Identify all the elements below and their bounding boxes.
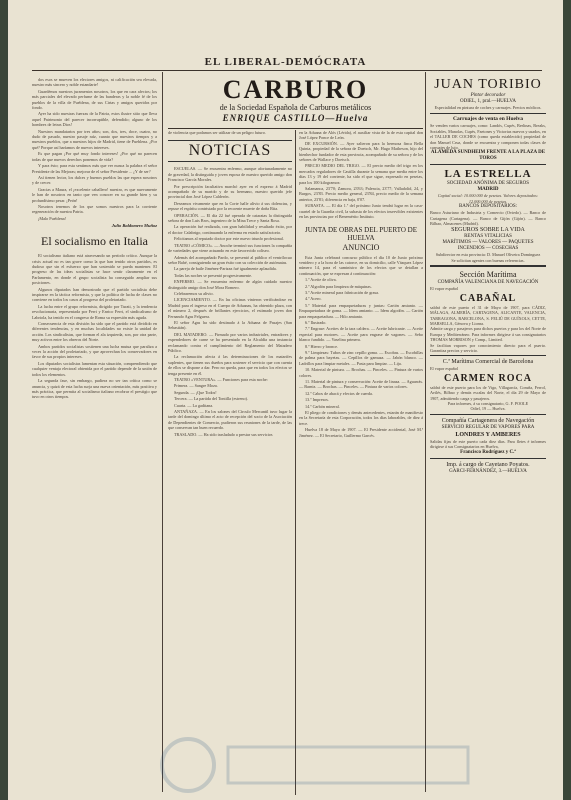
news-item: DE EXCURSIÓN. — Ayer salieron para la hermosa finca Bella Quinta, propiedad de la señora de Doetsch, Mr. Hugo Matheson, hijo del bienhechor fundador de esta provincia, acompañado de su señora y de los señores de Wallace y Doetsch. [299,140,423,163]
anuncio-item: 11. Material de pintura y conservación: Aceite de linaza. — Aguarrás. — Barniz. — Brochas. — Pinceles. — Pintura de varios colores. [299,379,423,390]
news-item: ESCUELAS. — Se encuentra enfermo, aunque afortunadamente no de gravedad, la distinguida y joven esposa de nuestro querido amigo don Francisco García Morales. [168,166,292,183]
column-divider-mid [295,130,296,795]
anuncio-item: 7.º Engrase: Aceites de la tara caldera. — Aceite lubricante. — Aceite especial para motores. — Aceite para engrase de vagones. — Sebo blanco fundido. — Vaselina primera. [299,326,423,343]
cartagenera-destinations: LONDRES Y AMBERES [455,431,521,438]
cartagenera-service: SERVICIO REGULAR DE VAPORES PARA [441,424,535,430]
vapor1-name: CABAÑAL [459,292,517,304]
newspaper-page [8,0,563,800]
maritima-comercial [430,355,546,413]
paragraph: Ayer ha sido nuestras fuerzas de la Patria, estos ilustre sitio que lleva aquel Patrimonio del parecer incorruptible, defendido; alguno de los hombres de letras Dios! [32,111,157,128]
socialismo-article [32,253,157,400]
column-divider-1 [162,72,163,792]
news-item: El señor Agas ha sido destinado á la Aduana de Pasajes (San Sebastián). [168,319,292,331]
news-item: OPERACIÓN. — El día 22 fué operada de cataratas la distinguida señora de don Luis Bros, ingeniero de la Mina Trece y Santa Rosa. [168,212,292,224]
imprenta-address: GARCI-FERNÁNDEZ, 3.—HUELVA [449,468,527,474]
anuncio-body [299,255,423,439]
watermark-frame [228,747,468,783]
intro-article [32,77,157,221]
carruajes-text: Se venden varios carruajes, como: Landós, Cupés, Berlinas, Breaks, Sociables, Manolas, Cupés, Faetones y Victorias nuevos y usados, en el TALLER DE COCHES (como queda establecido) propiedad de don Manuel Cruz, donde se encuentra y componen todas clases de carruajes de lujo. [430,123,546,151]
anuncio-item: Huelva 18 de Mayo de 1907. — El Presidente accidental, José M.ª Jiménez. — El Secretario, Guillermo Garcés. [299,427,423,438]
paragraph: Así tienen lector, los dulces y buenos pueblos las que espera nosotros y de crecer. [32,174,157,186]
vapor2-text: saldrá de este puerto para los de Vigo, Villagarcía, Coruña, Ferrol, Avilés, Bilbao y demás escalas del Norte, el día 29 de Mayo de 1907, admitiendo carga y pasajeros. [430,384,546,401]
estrella-city: MADRID [477,187,499,193]
seccion-maritima [430,265,546,355]
news-item: LICENCIAMIENTO. — En las oficinas vinieron verificándose en Madrid para el ingreso en el Cuerpo de Aduanas, ha obtenido plaza, con el número 2, después de brillantes ejercicios, el estimado joven don Fernando Agas Felguera. [168,297,292,319]
subdirector-note: Se solicitan agentes con buenas referencias. [451,257,525,263]
news-item: Felicitamos al reputado doctor por este nuevo triunfo profesional. [174,236,284,242]
cartagenera-consignee: Francisco Rodríguez y C.ª [460,449,516,455]
library-watermark [158,735,478,795]
news-item: Segunda. — ¡Que Todos! [174,389,217,395]
news-item: DEL MATADERO. — Firmado por varios industriales, entradores y expendedores de carne se ha presentado en la Alcaldía una instancia reclamando contra el cumplimiento del Reglamento del Matadero Público. [168,331,292,353]
news-item: La operación fué realizada, con gran habilidad y resultado éxito, por el doctor Calabrigo, continuando la enferma en estado satisfactorio. [168,224,292,235]
anuncio-item: Esta Junta celebrará concurso público el día 10 de Junio próximo venidero y a la hora de las catorce, en su domicilio, calle Vázquez López número 14, para el suministro de los efectos que se detallan a continuación, que se expresan á continuación: [299,254,423,276]
news-item: Tercera. — La partida del Tontilla (estreno). [174,396,248,402]
anuncio-item: 4.º Acero. [305,296,322,302]
news-item: Cuarta. — La gaditana. [174,402,214,408]
news-item: Además del acompañado Pardo, se presentó al público el ventrílocuo señor Bahé, consiguiendo un gran éxito con su colección de autómatas. [168,254,292,265]
carruajes-heading: Carruajes de venta en Huelva [453,116,523,123]
vapor1-label: El vapor español [430,286,459,292]
news-item: PRECIO MEDIO DEL TRIGO. — El precio medio del trigo en los mercados reguladores de Castilla durante la semana que media entre los días 13 y 19 del corriente, ha sido el que sigue, expresado en pesetas, para los 100 kilogramos: [299,163,423,185]
news-item: Primera. — Sangre Moza. [174,383,218,389]
vapor2-address: Odiel, 19 — Huelva. [470,406,506,412]
junta-heading: JUNTA DE OBRAS DEL PUERTO DE HUELVA [305,225,417,242]
subdirector: Subdirector en esta provincia: D. Manuel Oliveira Domínguez [435,252,541,258]
paragraph: Nosotros tenemos de los que somos nuestros para la corriente regeneración de nuestra Patria. [32,203,157,215]
imprenta-footer [430,458,546,477]
cartagenera-text: Salidas fijas de este puerto cada diez días. Para fletes é informes dirigirse á sus Consignatarios en Huelva, [430,438,546,450]
paragraph: Gracias a Maura, el ¡excelente caballero! nuestro, es que nuevamente le han de nosotros en tanto que ven conocer en su grande bien y su profundísimo pesar. ¡Peón! [32,186,157,203]
column-divider-2 [425,72,426,792]
estrella-subtitle: SOCIEDAD ANÓNIMA DE SEGUROS [446,181,530,187]
news-item: TRASLADO. — Ha sido trasladado a prestar sus servicios [174,431,273,437]
left-edge [0,0,8,800]
bancos-heading: BANCOS DEPOSITARIOS: [458,204,518,210]
noticias-body [168,166,292,437]
vapor1-text: saldrá de este puerto el 31 de Mayo de 1907, para CÁDIZ, MÁLAGA, ALMERÍA, CARTAGENA, ALICANTE, VALENCIA, TARRAGONA, BARCELONA, S. FELIÚ DE GUÍXOLS, CETTE, MARSELLA, Génova y Liorna. [430,304,546,326]
vapor2-label: El vapor español [430,366,459,372]
vapor1-text2: Admite carga y pasajeros para dichos puertos y para los del Norte de Europa y Mediterráneo. Para informes dirigirse á sus consignatarios THOMAS MORRISON y Comp., Limited. [430,326,546,343]
anuncio-item: 2.º Algodón para limpieza de máquinas. [305,283,372,289]
news-item: SUBASTA. — El día 1.º del próximo Junio tendrá lugar en la casa-cuartel de la Guardia civil, la subasta de los efectos inservibles existentes en las provincias por el Benemérito Instituto. [299,203,423,220]
news-item: Salamanca, 23'70; Zamora, 23'63; Palencia, 23'77; Valladolid, 24, y Burgos, 23'83. Precio medio general, 23'84, precio medio de la semana anterior, 23'81; diferencia en baja, 0'07. [299,186,423,202]
juan-trade: Pintor decorador [470,93,506,98]
carburo-rule [168,128,423,129]
watermark-seal-icon [162,739,214,791]
seguros-heading: SEGUROS SOBRE LA VIDA [451,227,525,234]
news-item: La reclamación afecta á las determinaciones de los matarifes suplentes, que tienen sus dueños para sostener el servicio que con cuenta de ellos se dispone a dar. Pero no queda, para que en todos los efectos se tenga presente en él. [168,354,292,376]
paragraph: Los diputados socialistas lamentan esta situación, comprendiendo que cualquier ventaja electoral obtenida por el partido depende de la unión de todos los elementos. [32,360,157,377]
seccion-heading: Sección Marítima [459,270,517,280]
anuncio-item: 13.º Impresos. [305,397,329,403]
paragraph: El socialismo italiano está atravesando un período crítico. Aunque la crisis actual no es tan grave como la que han tenido otros partidos, es dudoso que sin el esfuerzo que han sostenido se pueda mantener. El progreso de las ideas socialistas se hace sentir claramente en el Parlamento, en donde el grupo socialista ha conseguido ampliar sus posiciones. [32,253,157,286]
right-notices [299,141,423,220]
anuncio-item: 5.º Material para empaquetaduras y juntas: Cartón amianto. — Empaquetadura de goma. — Idem amianto. — Idem algodón. — Cartón para empaquetadura. — Hilo amianto. [299,302,423,319]
news-item: TEATRO «CÓMICO». — Anoche terminó sus funciones la compañía de variedades que viene actuando en este favorecido coliseo. [168,242,292,254]
paragraph: Algunos diputados han demostrado que el partido socialista debe inspirarse en la táctica reformista, y que la política de lucha de clases no conviene en todos los casos al progreso del proletariado. [32,286,157,303]
paragraph: Es que pagan ¡Por qué muy fondo intereses! ¿Por qué no parecen todas de que nuevos derechos ponemos de vida? [32,151,157,162]
news-item: Todas las noches se presentó progresivamente. [174,272,253,278]
paragraph: La lucha entre el grupo reformista, dirigido por Turati, y la tendencia revolucionaria, representada por Ferri y Enrico Ferri, el sindicalismo de Labriola, ha tenido en el congreso de Roma su expresión más aguda. [32,303,157,320]
paragraph: Consecuencia de esta división ha sido que el partido está dividido en diferentes tendencias, y en muchas localidades no existe la unidad de acción. Los sindicalistas, que forman el ala izquierda, son, por otra parte, muy activos entre los obreros del Norte. [32,321,157,343]
anuncio-heading: ANUNCIO [342,242,380,252]
vapor1-note: Se facilitan vapores por conocimiento directo para el puerto. Garantiza precios y servicio. [430,342,546,353]
masthead-rule [32,70,542,71]
juan-address: ODIEL, 1, pral.—HUELVA [460,99,516,104]
bancos-text: Banco Asturiano de Industria y Comercio (Oviedo). — Banco de Cartagena (Cartagena). — Banco de Gijón (Gijón). — Banco Bilbao, Almacenes (Madrid). [430,210,546,227]
noticias-heading: NOTICIAS [168,140,292,162]
column-1 [32,77,157,792]
right-lead: en la Aduana de Alós (Lérida), el auxiliar vista de la de esta capital don José López Ponce de León. [299,130,423,141]
juan-text: Especialidad en pintura de coches y carruajes. Precios módicos. [434,105,542,110]
compania-heading: COMPAÑÍA VALENCIANA DE NAVEGACIÓN [437,280,539,286]
anuncio-item: El pliego de condiciones y demás antecedentes, estarán de manifiesto en la Secretaría de esta Corporación, todos los días laborables, de diez á trece. [299,410,423,426]
anuncio-item: 3.º Aceite mineral para fabricación de grasa. [305,289,380,295]
news-item: Celebraremos su alivio. [174,290,214,296]
news-item: TEATRO «VENTURA». — Funciones para esta noche: [174,377,268,383]
paragraph: La segunda fase, sin embargo, pudiera no ser tan crítica como se anuncia, y quizá de esta lucha surja una nueva orientación, más positiva y más práctica, que permita al socialismo italiano recobrar el prestigio que tuvo en otros tiempos. [32,378,157,400]
noticias-lead: de violencia que podamos ser utilizar de un peligro futuro. [168,130,266,135]
paragraph: dos esos se mueven los electores amigos, ni calificación sea elevada, nuestro más sincero y noble estandarte! [32,77,157,88]
anuncio-item: 14.º Carbón mineral. [305,403,340,409]
anuncio-item: 12.º Cabos de abacá y efectos de cuerda. [305,390,373,396]
paragraph: Ambos partidos socialistas sostienen una lucha mutua que paraliza a veces la acción del proletariado, y que aprovechan los conservadores en favor de sus propios intereses. [32,343,157,360]
noticias-column [168,130,292,795]
carruajes-address: ALAMEDA SUNDHEIM FRENTE A LA PLAZA DE TOROS [430,150,546,162]
carruajes-ad [430,113,546,164]
ads-column [430,77,546,792]
paragraph: Guardémos nuestros juramentos nosotros, los que en cara afectos; los más parciales del elevado perfume de las banderas y la noble fé de los pueblos de la villa de Pueblena, de sus Cirtas y amigos queridos por fondo. [32,88,157,111]
right-edge [563,0,571,800]
news-item: ENFERMO. — Se encuentra enfermo de algún cuidado nuestro distinguido amigo don José Mora Romero. [168,279,292,290]
right-middle-column [299,130,423,795]
article-signature: Julio Baldomero Muñoz [111,223,157,229]
anuncio-item: 6.º Ilustrado. [305,319,327,325]
seguros-rentas: RENTAS VITALICIAS [464,234,512,240]
cartagenera-heading: Compañía Cartagenera de Navegación [441,417,535,424]
paragraph: ¡Malo Pueblena! [38,215,67,221]
estrella-title: LA ESTRELLA [444,168,532,181]
news-item: Deseamos vivamente que en la Corte halle alivio á sus dolencias, y repuse el espíritu contristado por la recoente muerte de doña Rita. [168,200,292,212]
estrella-capital: Capital social: 10.000.000 de pesetas. Valores depositados: 12.000.000 de pesetas. [437,193,539,204]
anuncio-item: 9.º Limpiezas: Tubos de zinc cepillo goma. — Escobas. — Escobillas de palma para bayetas. — Cepillos de gamuza. — Jabón blanco. — Ladrillos para limpiar metales. — Pasta para limpiar. — Lija. [299,350,423,366]
paragraph: Y para ésto; para esta sentimos más que ver nunca la palabra el señor Presidente de las Mejoras; mejorar de el señor Presidente ... ¿Y de ser? [32,163,157,174]
carburo-agent: ENRIQUE CASTILLO—Huelva [222,113,369,123]
carburo-subtitle: de la Sociedad Española de Carburos metálicos [219,103,372,112]
vapor2-name: CARMEN ROCA [444,372,532,384]
seguros-types: MARÍTIMOS — VALORES — PAQUETES INCENDIOS — COSECHAS [442,240,534,252]
estrella-ad [430,164,546,265]
socialismo-heading: El socialismo en Italia [41,234,148,249]
anuncio-item: 10. Material de pintura. — Brochas. — Pinceles. — Pintura de varios colores. [299,367,423,378]
news-item: Por prescripción facultativa marchó ayer en el expreso á Madrid acompañado de su marido y de su hermano, nuestro querido jefe provincial don José López Calderón. [168,183,292,200]
maritima-heading: C.ª Marítima Comercial de Barcelona [442,359,534,366]
imprenta-heading: Imp. á cargo de Cayetano Poyatos. [446,461,530,468]
masthead: EL LIBERAL-DEMÓCRATA [204,56,367,68]
anuncio-item: 1.º Aceite de oliva. [305,277,337,283]
carburo-title: CARBURO [222,75,369,104]
vapor2-consignee: Para informes, á su consignatario, G. F. POOLE [447,400,529,406]
anuncio-item: 8.º Hierro y bronce. [305,343,339,349]
news-item: ANTAÑAZA. — En los salones del Círculo Mercantil tuvo lugar la tarde del domingo último el acto de recepción del socio de la Asociación de Dependientes de Comercio, pudieron sus reuniones de la tarde, de las que conservan tan buen recuerdo. [168,409,292,431]
paragraph: Nuestros mandatarios por tres años; son, dos, tres, doce, cuatro, no dudo de pasado, nuestro pasaje raíz, cuanto que nuestros tiempos y a nuestros pueblos, que a nuestros hijos de Madrid, tiene de Pueblena. ¿Por qué? Porque así haríamos de nuevos intereses. [32,128,157,150]
juan-toribio-name: JUAN TORIBIO [434,77,542,92]
carburo-ad [168,77,423,123]
news-item: La pareja de baile Jiménez-Parizaz fué igualmente aplaudida. [174,266,277,272]
cartagenera-ad [430,414,546,458]
